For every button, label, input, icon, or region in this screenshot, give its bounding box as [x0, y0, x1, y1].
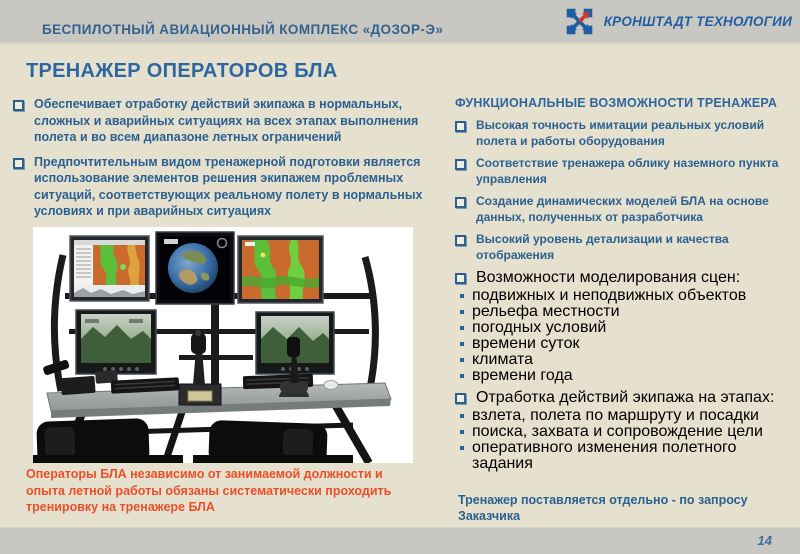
features-column [455, 96, 800, 472]
square-bullet-icon [455, 121, 466, 132]
sub-item [458, 408, 800, 424]
sub-item-text: рельефа местности [472, 303, 620, 320]
feature-text: Создание динамических моделей БЛА на основе данных, полученных от разработчика [476, 194, 769, 224]
bullet-item [13, 96, 431, 146]
feature-text: Возможности моделирования сцен: [476, 269, 741, 286]
sub-item [458, 320, 800, 336]
bullet-text: Обеспечивает отработку действий экипажа в нормальных, сложных и аварийных ситуациях на всех этапах выполнения полета и во всем диапазоне летных ограничений [34, 97, 419, 144]
sub-bullet-icon [460, 294, 464, 298]
header-bar [0, 0, 800, 45]
delivery-footnote: Тренажер поставляется отдельно - по запросу Заказчика [458, 493, 748, 523]
feature-item [455, 231, 800, 263]
sub-bullet-icon [460, 326, 464, 330]
features-heading: ФУНКЦИОНАЛЬНЫЕ ВОЗМОЖНОСТИ ТРЕНАЖЕРА [455, 96, 778, 110]
sub-item-text: времени года [472, 367, 573, 384]
operators-training-note: Операторы БЛА независимо от занимаемой должности и опыта летной работы обязаны систематически проходить тренировку на тренажере БЛА [26, 467, 392, 514]
square-bullet-icon [455, 235, 466, 246]
feature-sublist [455, 288, 800, 384]
feature-sublist [455, 408, 800, 472]
feature-item [455, 193, 800, 225]
bullet-item [13, 154, 431, 220]
sub-item [458, 336, 800, 352]
logo-text: КРОНШТАДТ ТЕХНОЛОГИИ [603, 14, 792, 29]
sub-item [458, 368, 800, 384]
sub-item-text: оперативного изменения полетного задания [472, 439, 737, 472]
feature-item [455, 155, 800, 187]
page-number: 14 [757, 533, 772, 548]
simulator-photo [33, 227, 413, 463]
square-bullet-icon [455, 159, 466, 170]
square-bullet-icon [455, 393, 466, 404]
header-title: БЕСПИЛОТНЫЙ АВИАЦИОННЫЙ КОМПЛЕКС «ДОЗОР-Э» [42, 22, 444, 37]
left-bullet-list [13, 96, 431, 228]
feature-text: Соответствие тренажера облику наземного пункта управления [476, 156, 779, 186]
sub-bullet-icon [460, 342, 464, 346]
sub-bullet-icon [460, 446, 464, 450]
sub-item [458, 440, 800, 472]
bullet-text: Предпочтительным видом тренажерной подготовки является использование элементов решения экипажем проблемных ситуаций, соответствующих реальному полету в нормальных условиях и при аварийных ситуациях [34, 154, 423, 218]
footer-bar [0, 527, 800, 554]
square-bullet-icon [455, 197, 466, 208]
sub-bullet-icon [460, 414, 464, 418]
square-bullet-icon [13, 100, 24, 111]
square-bullet-icon [455, 273, 466, 284]
page-title: ТРЕНАЖЕР ОПЕРАТОРОВ БЛА [26, 60, 338, 82]
feature-item [455, 269, 800, 287]
feature-text: Высокая точность имитации реальных условий полета и работы оборудования [476, 118, 765, 148]
feature-text: Высокий уровень детализации и качества отображения [476, 232, 729, 262]
feature-text: Отработка действий экипажа на этапах: [476, 389, 775, 406]
sub-item [458, 288, 800, 304]
sub-item-text: климата [472, 351, 534, 368]
sub-item-text: времени суток [472, 335, 580, 352]
square-bullet-icon [13, 158, 24, 169]
sub-bullet-icon [460, 430, 464, 434]
feature-item [455, 117, 800, 149]
sub-bullet-icon [460, 374, 464, 378]
sub-bullet-icon [460, 310, 464, 314]
sub-item-text: взлета, полета по маршруту и посадки [472, 407, 759, 424]
sub-bullet-icon [460, 358, 464, 362]
sub-item-text: подвижных и неподвижных объектов [472, 287, 747, 304]
sub-item [458, 352, 800, 368]
sub-item-text: погодных условий [472, 319, 607, 336]
sub-item [458, 424, 800, 440]
sub-item [458, 304, 800, 320]
feature-item [455, 389, 800, 407]
company-logo [563, 5, 792, 38]
sub-item-text: поиска, захвата и сопровождение цели [472, 423, 763, 440]
kronstadt-logo-icon [563, 5, 596, 38]
